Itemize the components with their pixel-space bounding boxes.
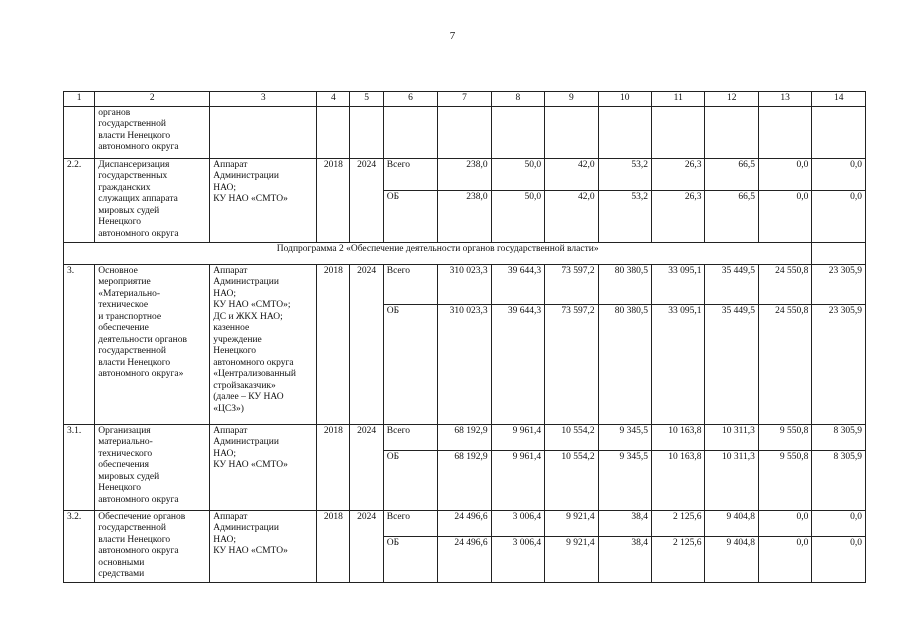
value-cell: 50,0 [491, 190, 544, 242]
page-number: 7 [449, 30, 456, 42]
header-cell: 10 [598, 92, 651, 107]
value-cell: 24 496,6 [438, 510, 491, 536]
value-cell: 238,0 [438, 158, 491, 190]
header-cell: 8 [491, 92, 544, 107]
header-cell: 14 [812, 92, 866, 107]
value-cell: 38,4 [598, 536, 651, 582]
row-name: Организация материально- технического обеспечения мировых судей Ненецкого автономного округа [98, 425, 179, 505]
row-executor: Аппарат Администрации НАО; КУ НАО «СМТО» [213, 511, 288, 556]
row-executor: Аппарат Администрации НАО; КУ НАО «СМТО»; ДС и ЖКХ НАО; казенное учреждение Ненецкого автономного округа «Централизованный стройзаказчик» (далее – КУ НАО «ЦСЗ») [213, 265, 296, 414]
funding-source: Всего [383, 158, 437, 190]
value-cell: 0,0 [812, 510, 866, 536]
value-cell: 35 449,5 [705, 264, 758, 304]
budget-table [63, 91, 866, 583]
value-cell: 33 095,1 [652, 304, 705, 424]
value-cell: 310 023,3 [438, 264, 491, 304]
value-cell: 10 311,3 [705, 424, 758, 450]
value-cell: 73 597,2 [545, 264, 598, 304]
header-row [64, 92, 866, 107]
value-cell: 53,2 [598, 190, 651, 242]
value-cell: 3 006,4 [491, 536, 544, 582]
header-cell: 12 [705, 92, 758, 107]
value-cell: 42,0 [545, 190, 598, 242]
value-cell: 53,2 [598, 158, 651, 190]
value-cell: 10 554,2 [545, 424, 598, 450]
value-cell: 0,0 [812, 158, 866, 190]
value-cell: 80 380,5 [598, 264, 651, 304]
value-cell: 24 496,6 [438, 536, 491, 582]
table-row-continuation [64, 106, 866, 158]
value-cell: 35 449,5 [705, 304, 758, 424]
value-cell: 0,0 [758, 510, 811, 536]
value-cell: 2 125,6 [652, 536, 705, 582]
funding-source: ОБ [383, 536, 437, 582]
value-cell: 50,0 [491, 158, 544, 190]
header-cell: 1 [64, 92, 95, 107]
value-cell: 73 597,2 [545, 304, 598, 424]
funding-source: ОБ [383, 304, 437, 424]
value-cell: 0,0 [758, 190, 811, 242]
value-cell: 3 006,4 [491, 510, 544, 536]
value-cell: 9 961,4 [491, 424, 544, 450]
value-cell: 8 305,9 [812, 424, 866, 450]
value-cell: 80 380,5 [598, 304, 651, 424]
header-cell: 4 [317, 92, 350, 107]
value-cell: 238,0 [438, 190, 491, 242]
value-cell: 10 554,2 [545, 450, 598, 510]
row-start-year: 2018 [317, 158, 350, 242]
funding-source: ОБ [383, 190, 437, 242]
value-cell: 38,4 [598, 510, 651, 536]
row-name: Диспансеризация государственных гражданских служащих аппарата мировых судей Ненецкого автономного округа [98, 159, 179, 239]
row-start-year: 2018 [317, 264, 350, 424]
header-cell: 11 [652, 92, 705, 107]
value-cell: 66,5 [705, 190, 758, 242]
funding-source: Всего [383, 264, 437, 304]
value-cell: 39 644,3 [491, 304, 544, 424]
subprogram-title: Подпрограмма 2 «Обеспечение деятельности органов государственной власти» [64, 242, 812, 264]
value-cell: 68 192,9 [438, 424, 491, 450]
value-cell: 9 961,4 [491, 450, 544, 510]
row-executor: Аппарат Администрации НАО; КУ НАО «СМТО» [213, 159, 288, 204]
value-cell: 0,0 [812, 190, 866, 242]
funding-source: Всего [383, 424, 437, 450]
row-name: органов государственной власти Ненецкого автономного округа [98, 107, 179, 152]
header-cell: 3 [210, 92, 317, 107]
row-number: 2.2. [64, 158, 95, 242]
value-cell: 9 345,5 [598, 450, 651, 510]
table-row [64, 510, 866, 536]
row-end-year: 2024 [350, 158, 383, 242]
header-cell: 9 [545, 92, 598, 107]
value-cell: 66,5 [705, 158, 758, 190]
value-cell: 23 305,9 [812, 264, 866, 304]
table-row [64, 158, 866, 190]
value-cell: 42,0 [545, 158, 598, 190]
row-name: Обеспечение органов государственной власти Ненецкого автономного округа основными средствами [98, 511, 186, 579]
value-cell: 9 345,5 [598, 424, 651, 450]
header-cell: 2 [95, 92, 210, 107]
value-cell: 9 921,4 [545, 536, 598, 582]
value-cell: 10 311,3 [705, 450, 758, 510]
row-end-year: 2024 [350, 264, 383, 424]
subprogram-row [64, 242, 866, 264]
value-cell: 24 550,8 [758, 304, 811, 424]
row-end-year: 2024 [350, 424, 383, 510]
value-cell: 68 192,9 [438, 450, 491, 510]
value-cell: 24 550,8 [758, 264, 811, 304]
value-cell: 8 305,9 [812, 450, 866, 510]
row-number: 3.2. [64, 510, 95, 582]
value-cell: 9 550,8 [758, 424, 811, 450]
value-cell: 0,0 [758, 158, 811, 190]
value-cell: 2 125,6 [652, 510, 705, 536]
value-cell: 9 404,8 [705, 510, 758, 536]
value-cell: 0,0 [758, 536, 811, 582]
funding-source: ОБ [383, 450, 437, 510]
value-cell: 310 023,3 [438, 304, 491, 424]
header-cell: 13 [758, 92, 811, 107]
value-cell: 26,3 [652, 158, 705, 190]
row-start-year: 2018 [317, 424, 350, 510]
value-cell: 9 404,8 [705, 536, 758, 582]
row-number: 3. [64, 264, 95, 424]
value-cell: 0,0 [812, 536, 866, 582]
value-cell: 39 644,3 [491, 264, 544, 304]
value-cell: 9 550,8 [758, 450, 811, 510]
value-cell: 10 163,8 [652, 424, 705, 450]
funding-source: Всего [383, 510, 437, 536]
value-cell: 9 921,4 [545, 510, 598, 536]
header-cell: 6 [383, 92, 437, 107]
value-cell: 10 163,8 [652, 450, 705, 510]
table-row [64, 424, 866, 450]
header-cell: 7 [438, 92, 491, 107]
row-end-year: 2024 [350, 510, 383, 582]
table-row [64, 264, 866, 304]
value-cell: 33 095,1 [652, 264, 705, 304]
row-executor: Аппарат Администрации НАО; КУ НАО «СМТО» [213, 425, 288, 470]
row-name: Основное мероприятие «Материально- техническое и транспортное обеспечение деятельности органов государственной власти Ненецкого автономного округа» [98, 265, 187, 379]
value-cell: 23 305,9 [812, 304, 866, 424]
value-cell: 26,3 [652, 190, 705, 242]
row-number: 3.1. [64, 424, 95, 510]
header-cell: 5 [350, 92, 383, 107]
row-start-year: 2018 [317, 510, 350, 582]
